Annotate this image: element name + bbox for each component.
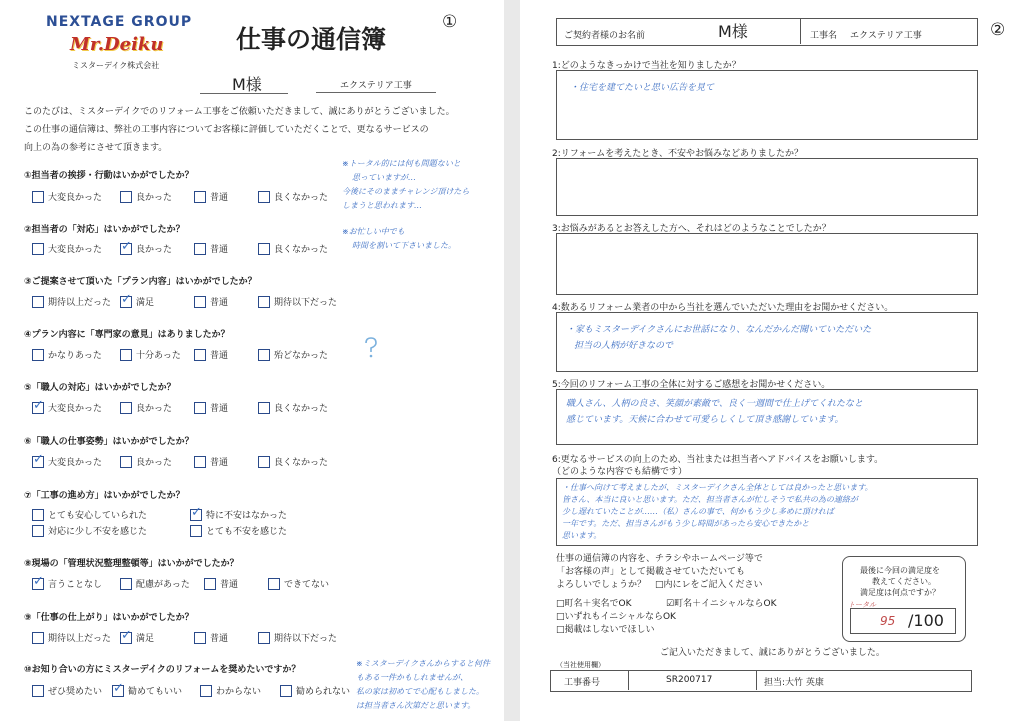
- question-4: ④プラン内容に「専門家の意見」はありましたか？: [24, 330, 230, 340]
- q2-note-2: 時間を割いて下さいました。: [352, 241, 456, 250]
- q1-option-4[interactable]: 良くなかった: [258, 190, 328, 203]
- voice-line-1: 仕事の通信簿の内容を、チラシやホームページ等で: [556, 554, 763, 564]
- answer-box-3: [556, 233, 978, 295]
- answer-6-line-2: 皆さん、本当に良いと思います。ただ、担当者さんが忙しそうで私共の為の連絡が: [562, 495, 858, 504]
- q5-option-1[interactable]: ✓ 大変良かった: [32, 401, 102, 414]
- question-6: ⑥「職人の仕事姿勢」はいかがでしたか？: [24, 437, 194, 447]
- checkbox-icon[interactable]: [190, 525, 202, 537]
- q8-option-1[interactable]: ✓ 言うことなし: [32, 577, 102, 590]
- checkbox-icon[interactable]: [32, 525, 44, 537]
- checkbox-icon[interactable]: [204, 578, 216, 590]
- q10-note-3: 私の家は初めてで心配もしました。: [356, 687, 484, 696]
- checkbox-checked-icon[interactable]: [32, 402, 44, 414]
- publish-option-3[interactable]: □いずれもイニシャルならOK: [556, 612, 676, 622]
- question-8: ⑧現場の「管理状況整理整頓等」はいかがでしたか？: [24, 559, 239, 569]
- publish-option-2[interactable]: ☑町名＋イニシャルならOK: [666, 599, 777, 609]
- answer-4-line-2: 担当の人柄が好きなので: [574, 341, 674, 351]
- q10-note-4: は担当者さん次第だと思います。: [356, 701, 476, 710]
- answer-5-line-2: 感じています。天候に合わせて可愛らしくして頂き感謝しています。: [566, 415, 844, 425]
- q6-option-1[interactable]: ✓ 大変良かった: [32, 455, 102, 468]
- checkbox-checked-icon[interactable]: [32, 456, 44, 468]
- voice-line-3: よろしいでしょうか？ □内にレをご記入ください: [556, 580, 763, 590]
- q10-option-3[interactable]: わからない: [200, 684, 261, 697]
- q3-option-3[interactable]: 普通: [194, 295, 228, 308]
- score-prompt-1: 最後に今回の満足度を: [860, 566, 940, 575]
- q4-option-4[interactable]: 殆どなかった: [258, 348, 328, 361]
- checkbox-icon[interactable]: [258, 243, 270, 255]
- question-10: ⑩お知り合いの方にミスターデイクのリフォームを奨めたいですか？: [24, 665, 301, 675]
- answer-6-line-5: 思います。: [562, 531, 602, 540]
- answer-box-2: [556, 158, 978, 216]
- question-5: ⑤「職人の対応」はいかがでしたか？: [24, 383, 176, 393]
- checkbox-icon[interactable]: [120, 402, 132, 414]
- score-note: トータル: [848, 601, 876, 609]
- answer-6-line-3: 少し遅れていたことが……（私）さんの事で、何かもう少し多めに頂ければ: [562, 507, 834, 516]
- q1-note-3: 今後にそのままチャレンジ頂けたら: [342, 187, 470, 196]
- question-2-1: 1:どのようなきっかけで当社を知りましたか？: [552, 61, 741, 71]
- q9-option-2[interactable]: ✓ 満足: [120, 631, 154, 644]
- q5-option-2[interactable]: 良かった: [120, 401, 172, 414]
- checkbox-icon[interactable]: [32, 243, 44, 255]
- q7-option-4[interactable]: とても不安を感じた: [190, 524, 287, 537]
- intro-line-3: 向上の為の参考にさせて頂きます。: [24, 143, 168, 153]
- question-7: ⑦「工事の進め方」はいかがでしたか？: [24, 491, 185, 501]
- checkbox-icon[interactable]: [258, 191, 270, 203]
- office-use-label: （当社使用欄）: [556, 661, 605, 669]
- checkbox-icon[interactable]: [268, 578, 280, 590]
- q8-option-2[interactable]: 配慮があった: [120, 577, 190, 590]
- question-2-3: 3:お悩みがあるとお答えした方へ、それはどのようなことでしたか？: [552, 224, 831, 234]
- q7-option-1[interactable]: とても安心していられた: [32, 508, 147, 521]
- question-1: ①担当者の挨拶・行動はいかがでしたか？: [24, 171, 194, 181]
- job-number: SR200717: [666, 675, 713, 685]
- customer-label: ご契約者様のお名前: [564, 31, 646, 41]
- question-2-6-sub: （どのような内容でも結構です）: [552, 467, 688, 477]
- question-2-4: 4:数あるリフォーム業者の中から当社を選んでいただいた理由をお聞かせください。: [552, 303, 894, 313]
- checkbox-icon[interactable]: [194, 191, 206, 203]
- q2-option-1[interactable]: 大変良かった: [32, 242, 102, 255]
- checkbox-icon[interactable]: [32, 191, 44, 203]
- q2-option-2[interactable]: ✓ 良かった: [120, 242, 172, 255]
- page-title: 仕事の通信簿: [236, 25, 387, 54]
- job-number-label: 工事番号: [564, 678, 601, 688]
- checkbox-icon[interactable]: [194, 243, 206, 255]
- q8-option-4[interactable]: できてない: [268, 577, 329, 590]
- q1-note-4: しまうと思われます…: [342, 201, 422, 210]
- q1-option-3[interactable]: 普通: [194, 190, 228, 203]
- question-2-6: 6:更なるサービスの向上のため、当社または担当者へアドバイスをお願いします。: [552, 455, 884, 465]
- checkbox-checked-icon[interactable]: [120, 296, 132, 308]
- q8-option-3[interactable]: 普通: [204, 577, 238, 590]
- q1-note-1: ※トータル的には何も問題ないと: [342, 159, 461, 168]
- q4-option-1[interactable]: かなりあった: [32, 348, 102, 361]
- checkbox-icon[interactable]: [194, 632, 206, 644]
- answer-6-line-1: ・仕事へ向けて考えましたが、ミスターデイクさん全体としては良かったと思います。: [562, 483, 873, 492]
- q10-option-1[interactable]: ぜひ奨めたい: [32, 684, 102, 697]
- q5-option-4[interactable]: 良くなかった: [258, 401, 328, 414]
- q2-option-3[interactable]: 普通: [194, 242, 228, 255]
- q9-option-1[interactable]: 期待以上だった: [32, 631, 111, 644]
- q6-option-2[interactable]: 良かった: [120, 455, 172, 468]
- q6-option-3[interactable]: 普通: [194, 455, 228, 468]
- q9-option-4[interactable]: 期待以下だった: [258, 631, 337, 644]
- question-mark-icon: [362, 336, 380, 360]
- checkbox-icon[interactable]: [194, 296, 206, 308]
- q1-note-2: 思っていますが…: [352, 173, 416, 182]
- checkbox-checked-icon[interactable]: [120, 243, 132, 255]
- intro-line-1: このたびは、ミスターデイクでのリフォーム工事をご依頼いただきまして、誠にありがとうございました。: [24, 107, 455, 117]
- q3-option-2[interactable]: ✓ 満足: [120, 295, 154, 308]
- publish-option-1[interactable]: □町名＋実名でOK: [556, 599, 632, 609]
- q4-option-3[interactable]: 普通: [194, 348, 228, 361]
- office-table: [550, 670, 972, 692]
- checkbox-checked-icon[interactable]: [190, 509, 202, 521]
- page-number-2: ②: [990, 20, 1006, 40]
- q3-option-4[interactable]: 期待以下だった: [258, 295, 337, 308]
- nextage-logo: NEXTAGE GROUP: [46, 14, 193, 30]
- publish-option-4[interactable]: □掲載はしないでほしい: [556, 625, 655, 635]
- customer-name-2: M様: [718, 22, 748, 41]
- q10-option-4[interactable]: 勧められない: [280, 684, 350, 697]
- checkbox-icon[interactable]: [32, 296, 44, 308]
- work-name: エクステリア工事: [340, 81, 412, 91]
- q2-note-1: ※お忙しい中でも: [342, 227, 405, 236]
- question-3: ③ご提案させて頂いた「プラン内容」はいかがでしたか？: [24, 277, 257, 287]
- checkbox-checked-icon[interactable]: [112, 685, 124, 697]
- q6-option-4[interactable]: 良くなかった: [258, 455, 328, 468]
- page-number: ①: [442, 12, 458, 32]
- score-total: /100: [908, 611, 944, 630]
- q2-option-4[interactable]: 良くなかった: [258, 242, 328, 255]
- checkbox-icon[interactable]: [194, 402, 206, 414]
- checkbox-icon[interactable]: [258, 456, 270, 468]
- checkbox-icon[interactable]: [194, 349, 206, 361]
- work-label: 工事名: [810, 31, 838, 41]
- checkbox-icon[interactable]: [194, 456, 206, 468]
- q10-option-2[interactable]: ✓ 勧めてもいい: [112, 684, 182, 697]
- thanks-text: ご記入いただきまして、誠にありがとうございました。: [660, 648, 885, 658]
- customer-name: M様: [232, 75, 262, 94]
- q1-option-1[interactable]: 大変良かった: [32, 190, 102, 203]
- intro-line-2: この仕事の通信簿は、弊社の工事内容についてお客様に評価していただくことで、更なるサービスの: [24, 125, 429, 135]
- checkbox-checked-icon[interactable]: [32, 578, 44, 590]
- checkbox-icon[interactable]: [120, 456, 132, 468]
- q9-option-3[interactable]: 普通: [194, 631, 228, 644]
- answer-6-line-4: 一年です。ただ、担当さんがもう少し時間があったら安心できたかと: [562, 519, 810, 528]
- answer-5-line-1: 職人さん、人柄の良さ、笑顔が素敵で、良く一週間で仕上げてくれたなと: [566, 399, 864, 409]
- answer-4-line-1: ・家もミスターデイクさんにお世話になり、なんだかんだ聞いていただいた: [566, 325, 872, 335]
- company-name: ミスターデイク株式会社: [72, 61, 160, 70]
- mr-deiku-logo: Mr.Deiku: [70, 34, 164, 55]
- checkbox-icon[interactable]: [258, 632, 270, 644]
- work-name-2: エクステリア工事: [850, 31, 922, 41]
- checkbox-icon[interactable]: [120, 578, 132, 590]
- score-prompt-2: 教えてください。: [872, 577, 936, 586]
- survey-page-1: [0, 0, 504, 721]
- answer-1: ・住宅を建てたいと思い広告を見て: [570, 83, 715, 93]
- checkbox-icon[interactable]: [258, 402, 270, 414]
- checkbox-icon[interactable]: [200, 685, 212, 697]
- q10-note-2: もある一件かもしれませんが、: [356, 673, 468, 682]
- q1-option-2[interactable]: 良かった: [120, 190, 172, 203]
- score-prompt-3: 満足度は何点ですか？: [860, 588, 940, 597]
- checkbox-icon[interactable]: [280, 685, 292, 697]
- checkbox-icon[interactable]: [32, 632, 44, 644]
- checkbox-icon[interactable]: [258, 349, 270, 361]
- checkbox-icon[interactable]: [32, 509, 44, 521]
- question-2-2: 2:リフォームを考えたとき、不安やお悩みなどありましたか？: [552, 149, 803, 159]
- q3-option-1[interactable]: 期待以上だった: [32, 295, 111, 308]
- question-2: ②担当者の「対応」はいかがでしたか？: [24, 225, 185, 235]
- checkbox-icon[interactable]: [32, 685, 44, 697]
- staff-name: 担当:大竹 英康: [764, 678, 824, 688]
- question-9: ⑨「仕事の仕上がり」はいかがでしたか？: [24, 613, 194, 623]
- voice-line-2: 「お客様の声」として掲載させていただいても: [556, 567, 746, 577]
- checkbox-icon[interactable]: [32, 349, 44, 361]
- q7-option-2[interactable]: ✓ 特に不安はなかった: [190, 508, 287, 521]
- checkbox-checked-icon[interactable]: [120, 632, 132, 644]
- q10-note-1: ※ミスターデイクさんからすると何件: [356, 659, 490, 668]
- score-value: 95: [880, 614, 896, 628]
- survey-page-2: [520, 0, 1024, 721]
- q7-option-3[interactable]: 対応に少し不安を感じた: [32, 524, 147, 537]
- q5-option-3[interactable]: 普通: [194, 401, 228, 414]
- checkbox-icon[interactable]: [120, 191, 132, 203]
- checkbox-icon[interactable]: [120, 349, 132, 361]
- question-2-5: 5:今回のリフォーム工事の全体に対するご感想をお聞かせください。: [552, 380, 831, 390]
- checkbox-icon[interactable]: [258, 296, 270, 308]
- q4-option-2[interactable]: 十分あった: [120, 348, 181, 361]
